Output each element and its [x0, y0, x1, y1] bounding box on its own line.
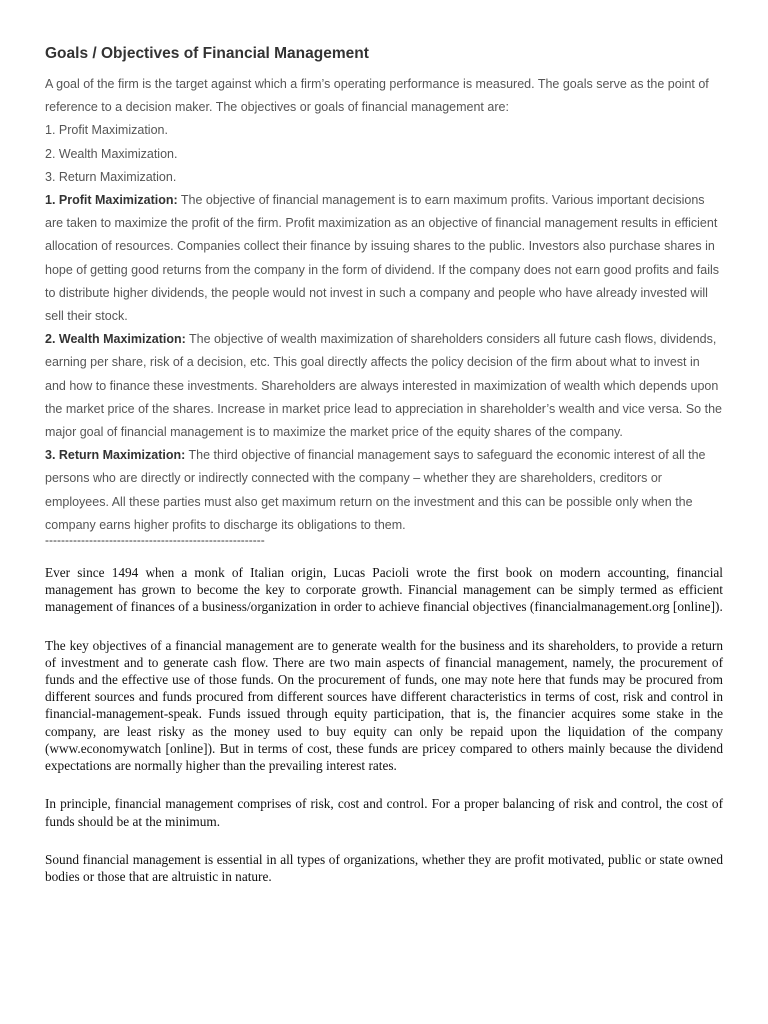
intro-paragraph: A goal of the firm is the target against which a firm’s operating performance is measured. The goals serve as the point of reference to a decision maker. The objectives or goals of financial management are:	[45, 77, 709, 115]
list-item-wealth: 2. Wealth Maximization.	[45, 146, 178, 161]
section-return-text: The third objective of financial management says to safeguard the economic interest of all the persons who are directly or indirectly connected with the company – whether they are shareholders, creditors or employees. All these parties must also get maximum return on the investment and this can be possible only when the company earns higher profits to discharge its obligations to them.	[45, 448, 706, 532]
section-wealth-text: The objective of wealth maximization of shareholders considers all future cash flows, dividends, earning per share, risk of a decision, etc. This goal directly affects the policy decision of the firm about what to invest in and how to finance these investments. Shareholders are always interested in maximization of wealth which depends upon the market price of the shares. Increase in market price lead to appreciation in shareholder’s wealth and vice versa. So the major goal of financial management is to maximize the market price of the equity shares of the company.	[45, 332, 722, 440]
list-item-profit: 1. Profit Maximization.	[45, 123, 168, 138]
paragraph-sound-management: Sound financial management is essential in all types of organizations, whether they are profit motivated, public or state owned bodies or those that are altruistic in nature.	[45, 851, 723, 884]
document-title: Goals / Objectives of Financial Management	[45, 45, 369, 62]
dashed-divider: -------------------------------------------------------	[45, 533, 265, 548]
section-return	[45, 444, 723, 537]
section-wealth	[45, 328, 723, 444]
paragraph-principle: In principle, financial management comprises of risk, cost and control. For a proper balancing of risk and control, the cost of funds should be at the minimum.	[45, 796, 723, 829]
list-item-return: 3. Return Maximization.	[45, 169, 177, 184]
section-wealth-heading: 2. Wealth Maximization:	[45, 332, 186, 347]
section-profit-text: The objective of financial management is to earn maximum profits. Various important decisions are taken to maximize the profit of the firm. Profit maximization as an objective of financial management results in efficient allocation of resources. Companies collect their finance by issuing shares to the public. Investors also purchase shares in hope of getting good returns from the company in the form of dividend. If the company does not earn good profits and fails to distribute higher dividends, the people would not invest in such a company and people who have already invested will sell their stock.	[45, 193, 720, 324]
section-profit	[45, 189, 723, 328]
document-page	[45, 44, 723, 885]
paragraph-history: Ever since 1494 when a monk of Italian origin, Lucas Pacioli wrote the first book on modern accounting, financial management has grown to become the key to corporate growth. Financial management can be simply termed as efficient management of finances of a business/organization in order to achieve financial objectives (financialmanagement.org [online]).	[45, 565, 723, 615]
section-return-heading: 3. Return Maximization:	[45, 448, 186, 463]
section-profit-heading: 1. Profit Maximization:	[45, 193, 178, 208]
paragraph-key-objectives: The key objectives of a financial management are to generate wealth for the business and its shareholders, to provide a return of investment and to generate cash flow. There are two main aspects of financial management, namely, the procurement of funds and the effective use of those funds. On the procurement of funds, one may note here that funds may be procured from different sources and funds procured from different sources have different characteristics in terms of cost, risk and control in financial-management-speak. Funds issued through equity participation, that is, the financier acquires some stake in the company, are least risky as the money used to buy equity can only be repaid upon the liquidation of the company (www.economywatch [online]). But in terms of cost, these funds are pricey compared to others mainly because the dividend expectations are normally higher than the prevailing interest rates.	[45, 637, 723, 774]
